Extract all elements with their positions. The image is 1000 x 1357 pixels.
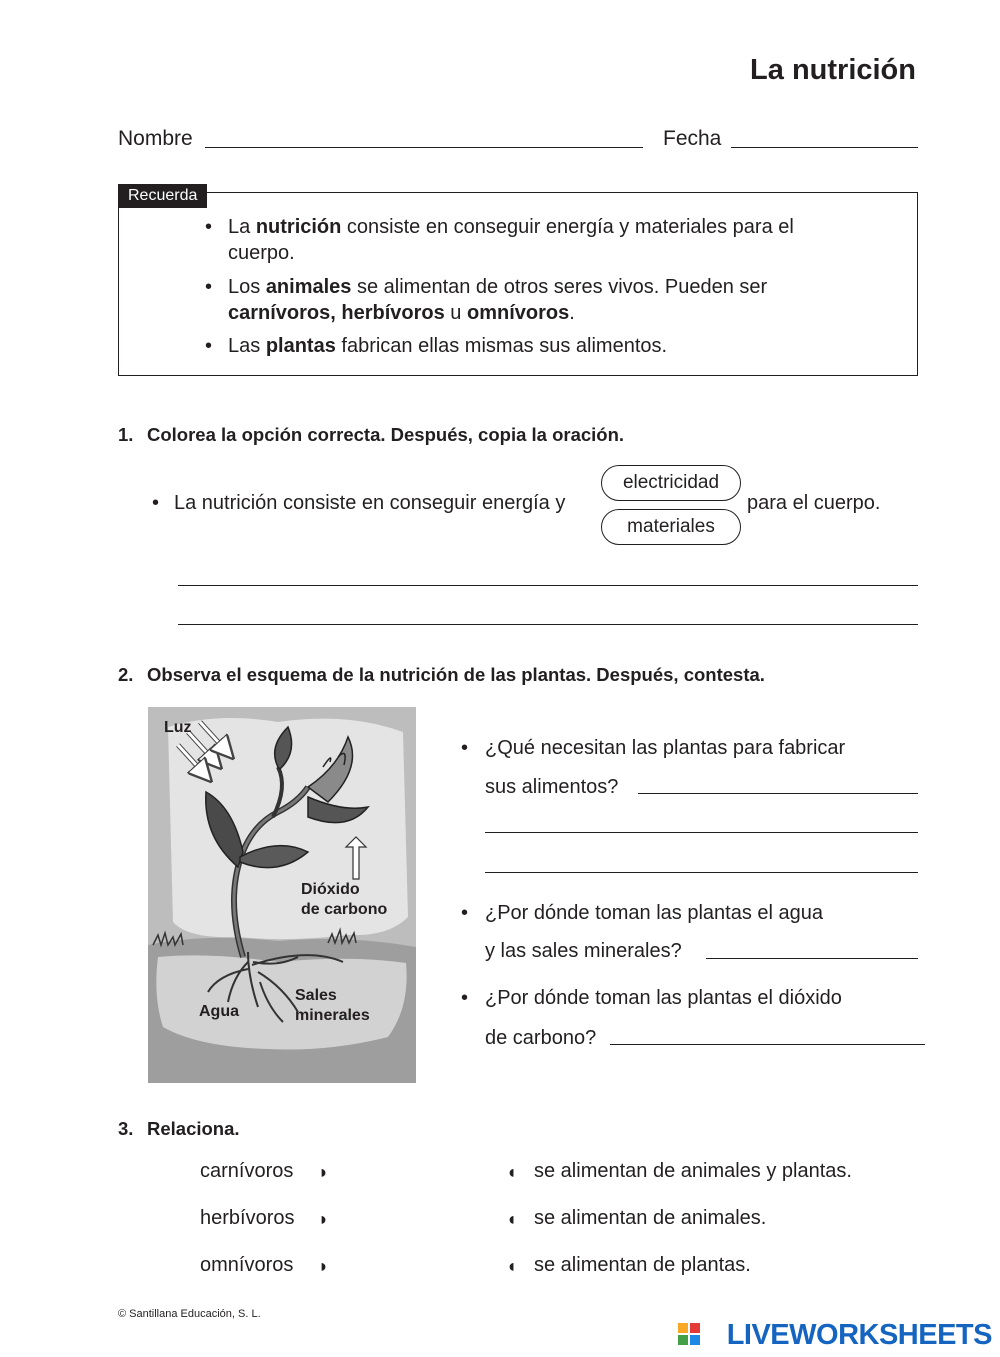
question-3-title: 3. Relaciona. <box>118 1118 240 1139</box>
liveworksheets-logo-icon <box>678 1323 700 1350</box>
copyright-footer: © Santillana Educación, S. L. <box>118 1308 261 1320</box>
match-right-dot[interactable]: ◖ <box>506 1256 517 1276</box>
match-left-item: herbívoros <box>200 1207 295 1229</box>
q2-bullet: • <box>461 987 469 1009</box>
match-left-dot[interactable]: ◗ <box>318 1209 329 1229</box>
q2-answer-1-line-3[interactable] <box>485 872 918 873</box>
q2-question-2-line-2: y las sales minerales? <box>485 940 682 962</box>
q2-question-2-line-1: ¿Por dónde toman las plantas el agua <box>485 902 823 924</box>
fecha-field[interactable] <box>731 147 918 148</box>
label-luz: Luz <box>164 719 192 736</box>
fecha-label: Fecha <box>663 127 722 150</box>
nombre-label: Nombre <box>118 127 193 150</box>
option-materiales-button[interactable]: materiales <box>601 509 741 545</box>
match-left-item: omnívoros <box>200 1254 294 1276</box>
match-right-item: se alimentan de animales y plantas. <box>534 1160 852 1182</box>
liveworksheets-watermark: LIVEWORKSHEETS <box>726 1319 992 1351</box>
q2-question-1-line-2: sus alimentos? <box>485 776 619 798</box>
q1-answer-line-1[interactable] <box>178 585 918 586</box>
recuerda-tab: Recuerda <box>118 184 207 208</box>
q1-sentence-end: para el cuerpo. <box>747 492 881 514</box>
bullet: • <box>205 216 213 238</box>
q1-bullet: • <box>152 492 160 514</box>
q2-answer-2-line[interactable] <box>706 958 918 959</box>
match-left-dot[interactable]: ◗ <box>318 1162 329 1182</box>
match-right-dot[interactable]: ◖ <box>506 1162 517 1182</box>
q2-bullet: • <box>461 737 469 759</box>
recuerda-item: • Las plantas fabrican ellas mismas sus alimentos. <box>205 335 668 357</box>
plant-diagram <box>148 707 416 1083</box>
match-right-item: se alimentan de animales. <box>534 1207 767 1229</box>
match-left-item: carnívoros <box>200 1160 294 1182</box>
nombre-field[interactable] <box>205 147 643 148</box>
q1-answer-line-2[interactable] <box>178 624 918 625</box>
q2-question-3-line-2: de carbono? <box>485 1027 597 1049</box>
option-electricidad-button[interactable]: electricidad <box>601 465 741 501</box>
q2-answer-1-line-1[interactable] <box>638 793 918 794</box>
q2-question-1-line-1: ¿Qué necesitan las plantas para fabricar <box>485 737 846 759</box>
label-agua: Agua <box>199 1003 239 1020</box>
question-1-title: 1. Colorea la opción correcta. Después, copia la oración. <box>118 424 625 445</box>
bullet: • <box>205 276 213 298</box>
match-right-item: se alimentan de plantas. <box>534 1254 751 1276</box>
q2-answer-3-line[interactable] <box>610 1044 925 1045</box>
match-left-dot[interactable]: ◗ <box>318 1256 329 1276</box>
recuerda-item: • Los animales se alimentan de otros seres vivos. Pueden ser carnívoros, herbívoros u omnívoros. <box>205 276 768 324</box>
label-dioxido: Dióxido de carbono <box>301 881 388 918</box>
question-2-title: 2. Observa el esquema de la nutrición de las plantas. Después, contesta. <box>118 664 765 685</box>
q2-bullet: • <box>461 902 469 924</box>
q1-sentence-start: La nutrición consiste en conseguir energía y <box>174 492 566 514</box>
bullet: • <box>205 335 213 357</box>
label-sales: Sales minerales <box>295 987 370 1024</box>
recuerda-item: • La nutrición consiste en conseguir energía y materiales para el cuerpo. <box>205 216 794 264</box>
match-right-dot[interactable]: ◖ <box>506 1209 517 1229</box>
page-title: La nutrición <box>750 54 916 86</box>
q2-question-3-line-1: ¿Por dónde toman las plantas el dióxido <box>485 987 842 1009</box>
q2-answer-1-line-2[interactable] <box>485 832 918 833</box>
